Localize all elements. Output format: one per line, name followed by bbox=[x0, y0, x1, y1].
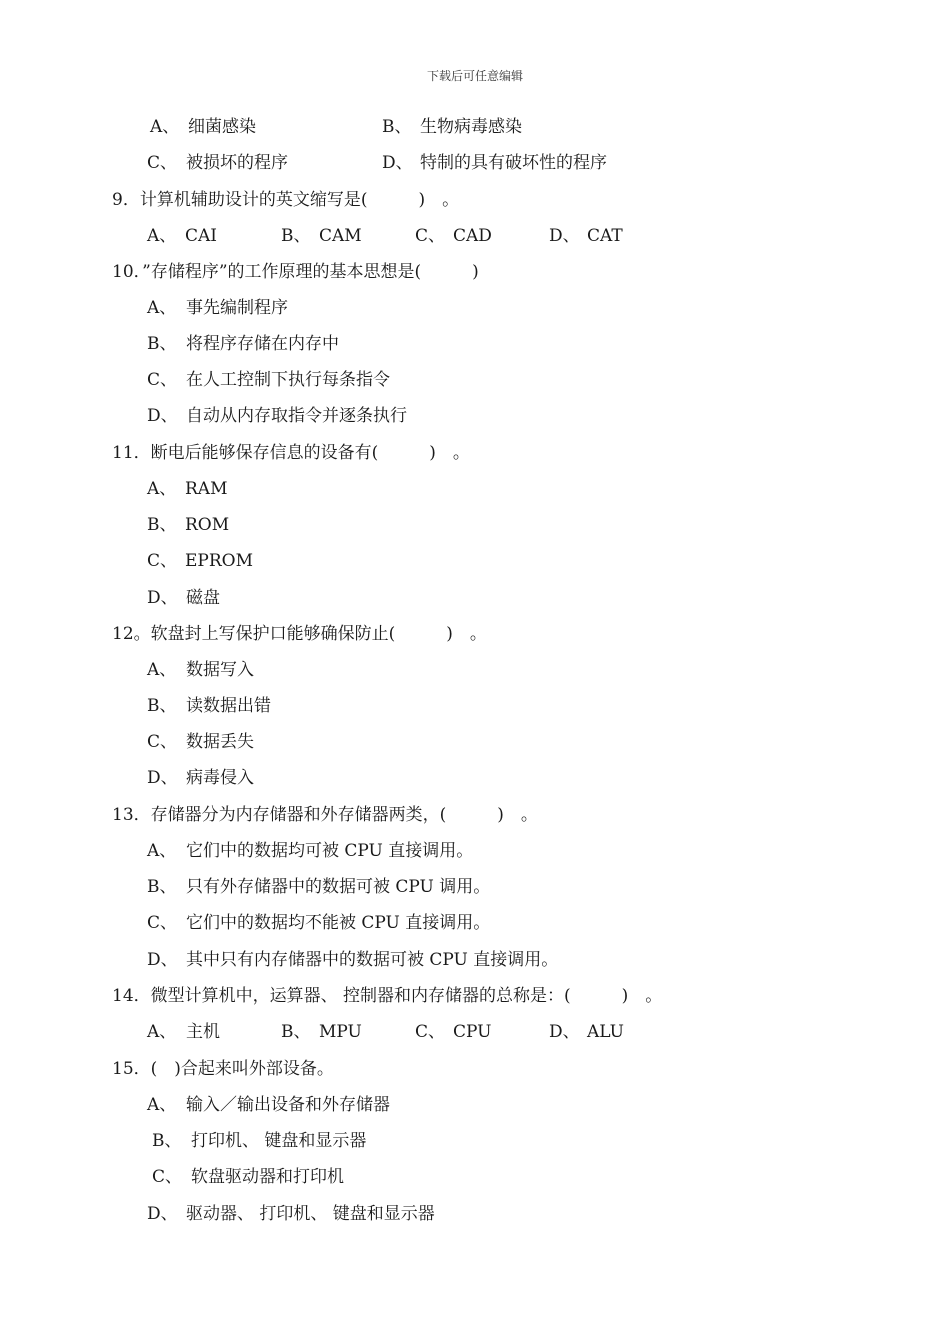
q13-option-b: B、 只有外存储器中的数据可被 CPU 调用。 bbox=[147, 877, 491, 897]
q9-option-d: D、 CAT bbox=[549, 226, 623, 246]
q14-option-a: A、 主机 bbox=[147, 1022, 220, 1042]
q11-option-a: A、 RAM bbox=[147, 479, 228, 499]
q13-option-c: C、 它们中的数据均不能被 CPU 直接调用。 bbox=[147, 913, 491, 933]
q12-stem: 12。软盘封上写保护口能够确保防止( ) 。 bbox=[112, 624, 487, 644]
q10-stem: 10．”存储程序”的工作原理的基本思想是( ) bbox=[112, 262, 479, 282]
q15-option-d: D、 驱动器、 打印机、 键盘和显示器 bbox=[147, 1204, 435, 1224]
q9-option-a: A、 CAI bbox=[147, 226, 217, 246]
q12-option-d: D、 病毒侵入 bbox=[147, 768, 254, 788]
page-header: 下载后可任意编辑 bbox=[426, 69, 523, 83]
q13-stem: 13．存储器分为内存储器和外存储器两类，( ) 。 bbox=[112, 805, 538, 825]
q8-option-b: B、 生物病毒感染 bbox=[382, 117, 522, 137]
q11-option-d: D、 磁盘 bbox=[147, 588, 220, 608]
q15-option-b: B、 打印机、 键盘和显示器 bbox=[152, 1131, 367, 1151]
q14-option-b: B、 MPU bbox=[281, 1022, 362, 1042]
q12-option-a: A、 数据写入 bbox=[147, 660, 254, 680]
q11-option-b: B、 ROM bbox=[147, 515, 230, 535]
q10-option-d: D、 自动从内存取指令并逐条执行 bbox=[147, 406, 407, 426]
q9-option-c: C、 CAD bbox=[415, 226, 492, 246]
q8-option-c: C、 被损坏的程序 bbox=[147, 153, 288, 173]
q8-option-a: A、 细菌感染 bbox=[150, 117, 256, 137]
q11-stem: 11．断电后能够保存信息的设备有( ) 。 bbox=[112, 443, 470, 463]
q15-option-c: C、 软盘驱动器和打印机 bbox=[152, 1167, 344, 1187]
q8-option-d: D、 特制的具有破坏性的程序 bbox=[382, 153, 607, 173]
q9-stem: 9．计算机辅助设计的英文缩写是( ) 。 bbox=[112, 190, 460, 210]
q12-option-c: C、 数据丢失 bbox=[147, 732, 254, 752]
q15-option-a: A、 输入／输出设备和外存储器 bbox=[147, 1095, 390, 1115]
q9-option-b: B、 CAM bbox=[281, 226, 362, 246]
q13-option-d: D、 其中只有内存储器中的数据可被 CPU 直接调用。 bbox=[147, 950, 559, 970]
q13-option-a: A、 它们中的数据均可被 CPU 直接调用。 bbox=[147, 841, 474, 861]
q12-option-b: B、 读数据出错 bbox=[147, 696, 271, 716]
q14-option-d: D、 ALU bbox=[549, 1022, 624, 1042]
q10-option-c: C、 在人工控制下执行每条指令 bbox=[147, 370, 390, 390]
q10-option-b: B、 将程序存储在内存中 bbox=[147, 334, 339, 354]
q15-stem: 15．( )合起来叫外部设备。 bbox=[112, 1059, 334, 1079]
q11-option-c: C、 EPROM bbox=[147, 551, 253, 571]
q14-stem: 14．微型计算机中，运算器、 控制器和内存储器的总称是：( ) 。 bbox=[112, 986, 663, 1006]
q14-option-c: C、 CPU bbox=[415, 1022, 492, 1042]
q10-option-a: A、 事先编制程序 bbox=[147, 298, 288, 318]
